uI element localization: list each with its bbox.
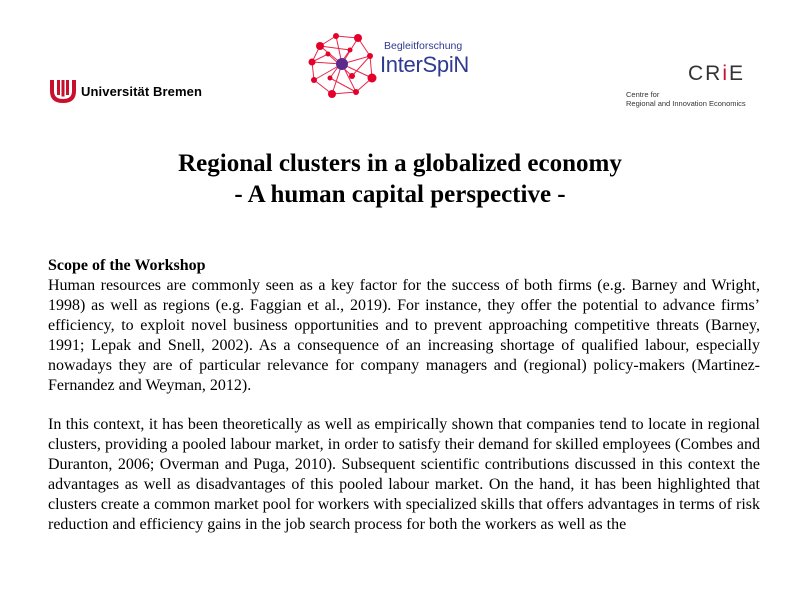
interspin-name: InterSpiN xyxy=(380,52,470,77)
document-body xyxy=(48,256,760,535)
university-name: Universität Bremen xyxy=(81,83,203,99)
crie-mark-accent: i xyxy=(722,62,730,85)
crie-mark xyxy=(688,62,776,86)
interspin-logo xyxy=(306,28,516,104)
interspin-subtitle: Begleitforschung xyxy=(384,40,463,52)
crie-subtitle-line1: Centre for xyxy=(626,90,660,99)
body-paragraph-1: Human resources are commonly seen as a key factor for the success of both firms (e.g. Barney and Wright, 1998) as well as regions (e.g. Faggian et al., 2019). For instance, they offer the potential to advance firms’ efficiency, to exploit novel business opportunities and to prevent approaching competitive threats (Barney, 1991; Lepak and Snell, 2002). As a consequence of an increasing shortage of qualified labour, especially nowadays they are of particular relevance for company managers and (regional) policy-makers (Martinez-Fernandez and Weyman, 2012). xyxy=(48,277,760,394)
section-heading: Scope of the Workshop xyxy=(48,257,206,274)
document-title xyxy=(0,148,800,210)
title-line-1: Regional clusters in a globalized economy xyxy=(178,150,622,177)
crie-mark-prefix: CR xyxy=(688,62,723,85)
crie-subtitle-line2: Regional and Innovation Economics xyxy=(626,99,746,108)
crie-logo xyxy=(626,62,776,108)
body-paragraph-2: In this context, it has been theoretically as well as empirically shown that companies tend to locate in regional clusters, providing a pooled labour market, in order to satisfy their demand for skilled employees (Combes and Duranton, 2006; Overman and Puga, 2010). Subsequent scientific contributions discussed in this context the advantages as well as disadvantages of this pooled labour market. On the hand, it has been highlighted that clusters create a common market pool for workers with specialized skills that offers advantages in terms of risk reduction and efficiency gains in the job search process for both the workers as well as the xyxy=(48,416,760,533)
title-line-2: - A human capital perspective - xyxy=(234,181,566,208)
university-bremen-logo-icon xyxy=(48,78,78,104)
crie-mark-suffix: E xyxy=(729,62,746,85)
document-header xyxy=(0,0,800,130)
university-logo xyxy=(48,78,202,104)
network-nodes-logo-icon xyxy=(306,28,386,109)
